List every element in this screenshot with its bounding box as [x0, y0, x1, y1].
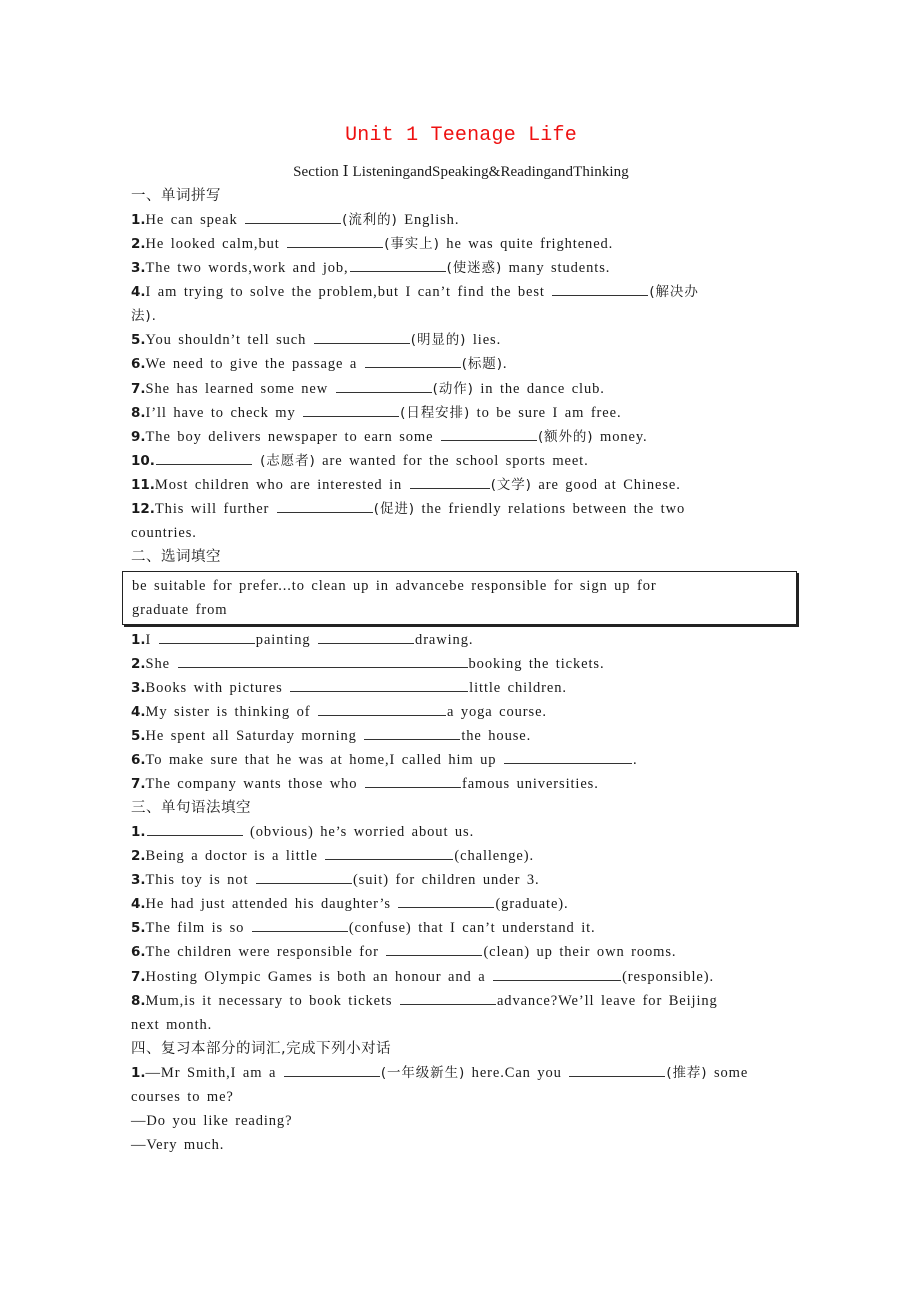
item-number: 1.	[131, 212, 146, 228]
item-continuation: countries.	[131, 525, 197, 541]
item-hint: (日程安排)	[400, 405, 471, 421]
item-number: 1.	[131, 632, 146, 648]
exercise-item	[131, 892, 796, 916]
answer-blank[interactable]	[552, 281, 648, 296]
item-text: The boy delivers newspaper to earn some	[145, 429, 440, 445]
answer-blank[interactable]	[303, 402, 399, 417]
item-text: Mum,is it necessary to book tickets	[145, 993, 399, 1009]
item-text: She has learned some new	[145, 381, 335, 397]
item-number: 5.	[131, 728, 146, 744]
item-text: Most children who are interested in	[154, 477, 409, 493]
item-continuation: 法).	[131, 308, 157, 324]
word-bank-phrase: clean up	[311, 578, 370, 594]
item-hint: (推荐)	[666, 1065, 708, 1081]
item-number: 4.	[131, 704, 146, 720]
word-bank-phrase: prefer...to	[238, 578, 305, 594]
item-text: he was quite frightened.	[439, 236, 614, 252]
item-number: 2.	[131, 656, 146, 672]
exercise-item	[131, 256, 796, 280]
item-text: The two words,work and job,	[145, 260, 349, 276]
exercise-item	[131, 724, 796, 748]
exercise-item	[131, 940, 796, 964]
item-continuation: next month.	[131, 1017, 213, 1033]
exercise-item	[131, 328, 796, 352]
exercise-item	[131, 628, 796, 652]
answer-blank[interactable]	[290, 677, 468, 692]
item-text: money.	[593, 429, 648, 445]
exercise-item	[131, 208, 796, 232]
item-text: (obvious) he’s worried about us.	[243, 824, 475, 840]
item-number: 5.	[131, 332, 146, 348]
item-hint: (明显的)	[410, 332, 467, 348]
item-text: He can speak	[145, 212, 245, 228]
answer-blank[interactable]	[410, 474, 490, 489]
item-number: 11.	[131, 477, 155, 493]
answer-blank[interactable]	[287, 233, 383, 248]
item-text: I	[145, 632, 158, 648]
exercise-item	[131, 1061, 796, 1085]
answer-blank[interactable]	[318, 701, 446, 716]
answer-blank[interactable]	[325, 845, 453, 860]
item-text: (responsible).	[622, 969, 715, 985]
answer-blank[interactable]	[365, 353, 461, 368]
item-number: 7.	[131, 776, 146, 792]
item-text: are good at Chinese.	[531, 477, 681, 493]
item-number: 3.	[131, 680, 146, 696]
answer-blank[interactable]	[336, 378, 432, 393]
item-hint: (促进)	[373, 501, 415, 517]
answer-blank[interactable]	[156, 450, 252, 465]
item-text: .	[632, 752, 638, 768]
item-number: 3.	[131, 260, 146, 276]
exercise-item	[131, 473, 796, 497]
item-number: 2.	[131, 236, 146, 252]
answer-blank[interactable]	[364, 725, 460, 740]
item-number: 10.	[131, 453, 155, 469]
item-text: a yoga course.	[447, 704, 547, 720]
item-text: Being a doctor is a little	[145, 848, 325, 864]
item-hint: (标题)	[461, 356, 503, 372]
exercise-item	[131, 449, 796, 473]
item-text: (challenge).	[454, 848, 535, 864]
answer-blank[interactable]	[569, 1062, 665, 1077]
exercise-item	[131, 232, 796, 256]
item-text: little children.	[469, 680, 567, 696]
item-text: many students.	[502, 260, 611, 276]
word-bank-box	[122, 571, 797, 625]
item-hint: (事实上)	[384, 236, 440, 252]
item-continuation: courses to me?	[131, 1089, 234, 1105]
section-subtitle: Section Ⅰ ListeningandSpeaking&ReadingandThinking	[293, 164, 629, 180]
item-text: I’ll have to check my	[145, 405, 303, 421]
page-title: Unit 1 Teenage Life	[345, 124, 577, 147]
answer-blank[interactable]	[398, 893, 494, 908]
exercise-item	[131, 280, 796, 304]
item-text: To make sure that he was at home,I called him up	[145, 752, 503, 768]
item-hint: (一年级新生)	[380, 1065, 466, 1081]
item-number: 8.	[131, 405, 146, 421]
word-bank-phrase: graduate from	[132, 602, 228, 618]
item-text: (confuse) that I can’t understand it.	[348, 920, 596, 936]
item-text: (clean) up their own rooms.	[483, 944, 677, 960]
item-text: famous universities.	[461, 776, 599, 792]
item-number: 12.	[131, 501, 155, 517]
item-number: 4.	[131, 896, 146, 912]
item-text: He looked calm,but	[145, 236, 287, 252]
answer-blank[interactable]	[277, 498, 373, 513]
item-text: (suit) for children under 3.	[352, 872, 540, 888]
exercise-item	[131, 377, 796, 401]
exercise-item	[131, 989, 796, 1013]
item-number: 7.	[131, 969, 146, 985]
item-number: 9.	[131, 429, 146, 445]
item-number: 7.	[131, 381, 146, 397]
answer-blank[interactable]	[350, 257, 446, 272]
item-hint: (志愿者)	[252, 453, 316, 469]
exercise-item	[131, 820, 796, 844]
dialogue-line: —Do you like reading?	[131, 1113, 293, 1129]
section-heading-grammar-fill: 三、单句语法填空	[131, 800, 251, 816]
item-number: 4.	[131, 284, 146, 300]
item-number: 1.	[131, 1065, 146, 1081]
item-text: I am trying to solve the problem,but I can’t find the best	[145, 284, 552, 300]
exercise-item	[131, 401, 796, 425]
item-number: 3.	[131, 872, 146, 888]
item-number: 2.	[131, 848, 146, 864]
item-text: Books with pictures	[145, 680, 290, 696]
exercise-item	[131, 676, 796, 700]
answer-blank[interactable]	[284, 1062, 380, 1077]
item-number: 5.	[131, 920, 146, 936]
item-hint: (文学)	[490, 477, 532, 493]
answer-blank[interactable]	[386, 941, 482, 956]
exercise-item	[131, 425, 796, 449]
exercise-item	[131, 868, 796, 892]
exercise-item	[131, 652, 796, 676]
item-text: He had just attended his daughter’s	[145, 896, 398, 912]
answer-blank[interactable]	[159, 629, 255, 644]
item-text: Hosting Olympic Games is both an honour and a	[145, 969, 493, 985]
word-bank-phrase: be suitable for	[132, 578, 233, 594]
word-bank-phrase: in advancebe responsible for	[375, 578, 574, 594]
answer-blank[interactable]	[504, 749, 632, 764]
item-text: to be sure I am free.	[470, 405, 622, 421]
item-text: lies.	[466, 332, 502, 348]
item-text: the friendly relations between the two	[414, 501, 686, 517]
item-hint: (使迷惑)	[446, 260, 503, 276]
item-text: the house.	[461, 728, 532, 744]
answer-blank[interactable]	[178, 653, 468, 668]
section-heading-vocabulary-spelling: 一、单词拼写	[131, 188, 221, 204]
item-text: She	[145, 656, 177, 672]
item-hint: (流利的)	[342, 212, 398, 228]
answer-blank[interactable]	[314, 329, 410, 344]
answer-blank[interactable]	[147, 821, 243, 836]
item-text: This will further	[154, 501, 276, 517]
exercise-item	[131, 748, 796, 772]
answer-blank[interactable]	[256, 869, 352, 884]
item-text: We need to give the passage a	[145, 356, 364, 372]
answer-blank[interactable]	[252, 917, 348, 932]
item-text: The children were responsible for	[145, 944, 386, 960]
item-text: My sister is thinking of	[145, 704, 317, 720]
item-hint: (动作)	[432, 381, 474, 397]
item-text: booking the tickets.	[468, 656, 605, 672]
item-text: here.Can you	[465, 1065, 569, 1081]
answer-blank[interactable]	[400, 990, 496, 1005]
item-text: —Mr Smith,I am a	[145, 1065, 283, 1081]
dialogue-line: —Very much.	[131, 1137, 225, 1153]
exercise-item	[131, 965, 796, 989]
item-number: 6.	[131, 752, 146, 768]
item-text: This toy is not	[145, 872, 255, 888]
item-hint: (额外的)	[537, 429, 594, 445]
answer-blank[interactable]	[245, 209, 341, 224]
item-text: .	[502, 356, 508, 372]
item-text: drawing.	[415, 632, 474, 648]
exercise-item	[131, 916, 796, 940]
item-text: You shouldn’t tell such	[145, 332, 313, 348]
item-text: English.	[397, 212, 460, 228]
exercise-item	[131, 700, 796, 724]
exercise-item	[131, 497, 796, 521]
item-number: 6.	[131, 356, 146, 372]
section-heading-word-choice: 二、选词填空	[131, 549, 221, 565]
item-text: some	[707, 1065, 749, 1081]
item-text: (graduate).	[495, 896, 569, 912]
item-text: The company wants those who	[145, 776, 364, 792]
item-number: 8.	[131, 993, 146, 1009]
answer-blank[interactable]	[493, 966, 621, 981]
answer-blank[interactable]	[318, 629, 414, 644]
item-text: painting	[255, 632, 318, 648]
item-text: The film is so	[145, 920, 251, 936]
section-heading-dialogue: 四、复习本部分的词汇,完成下列小对话	[131, 1041, 392, 1057]
exercise-item	[131, 352, 796, 376]
answer-blank[interactable]	[441, 426, 537, 441]
exercise-item	[131, 844, 796, 868]
item-text: advance?We’ll leave for Beijing	[496, 993, 718, 1009]
answer-blank[interactable]	[365, 773, 461, 788]
item-number: 6.	[131, 944, 146, 960]
word-bank-phrase: sign up for	[579, 578, 657, 594]
item-text: are wanted for the school sports meet.	[315, 453, 589, 469]
exercise-item	[131, 772, 796, 796]
item-text: in the dance club.	[473, 381, 605, 397]
item-hint: (解决办	[649, 284, 699, 300]
item-number: 1.	[131, 824, 146, 840]
item-text: He spent all Saturday morning	[145, 728, 364, 744]
